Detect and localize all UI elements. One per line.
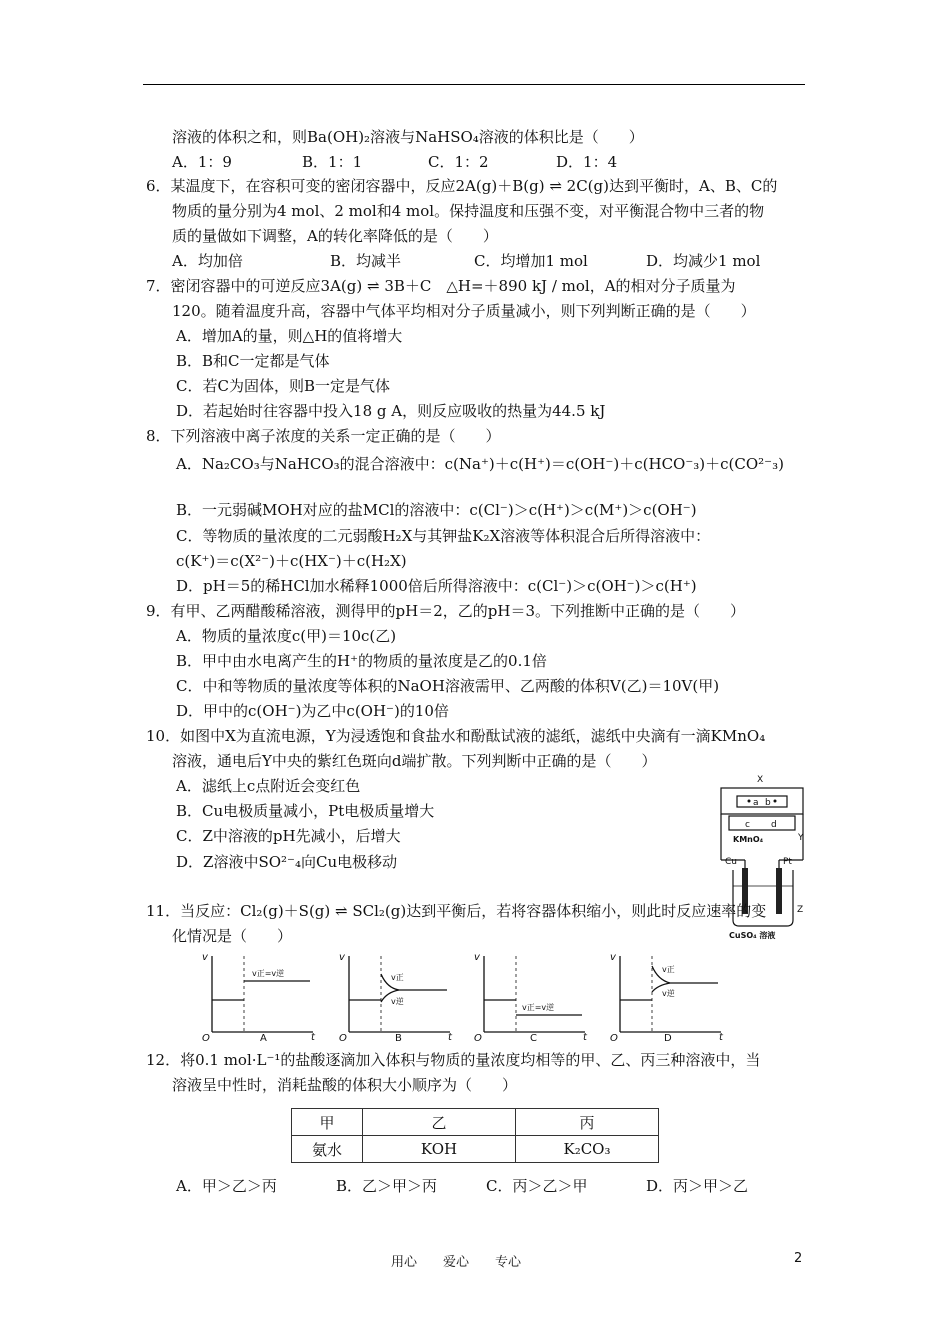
graph-a-t: t — [311, 1032, 315, 1043]
graph-a-label: v正=v逆 — [252, 969, 285, 978]
graph-b-o: O — [339, 1033, 347, 1044]
q5-option-d: D．1：4 — [556, 153, 618, 171]
graph-d-v: v — [610, 952, 616, 963]
table-header-cell: 甲 — [292, 1109, 363, 1136]
q12-option-d: D．丙＞甲＞乙 — [646, 1177, 749, 1195]
q10-option-b: B．Cu电极质量减小，Pt电极质量增大 — [176, 802, 435, 820]
label-cuso4: CuSO₄ 溶液 — [729, 931, 776, 940]
q6-option-c: C．均增加1 mol — [474, 252, 588, 270]
q10-line-1: 10．如图中X为直流电源，Y为浸透饱和食盐水和酚酞试液的滤纸，滤纸中央滴有一滴KMnO₄ — [146, 727, 766, 745]
graph-d-t: t — [719, 1032, 723, 1043]
graph-c-label: v正=v逆 — [522, 1003, 555, 1012]
graph-d-o: O — [610, 1033, 618, 1044]
graph-d — [606, 952, 726, 1042]
q6-line-1: 6．某温度下，在容积可变的密闭容器中，反应2A(g)＋B(g) ⇌ 2C(g)达到平衡时，A、B、C的 — [146, 177, 778, 195]
q5-option-a: A．1：9 — [172, 153, 232, 171]
q8-option-c: C．等物质的量浓度的二元弱酸H₂X与其钾盐K₂X溶液等体积混合后所得溶液中： — [176, 527, 711, 545]
q8-option-a: A．Na₂CO₃与NaHCO₃的混合溶液中：c(Na⁺)＋c(H⁺)＝c(OH⁻)＋c(HCO⁻₃)＋c(CO²⁻₃) — [176, 455, 784, 473]
q7-option-d: D．若起始时往容器中投入18 g A，则反应吸收的热量为44.5 kJ — [176, 402, 606, 420]
table-header-cell: 乙 — [363, 1109, 516, 1136]
label-c: c — [745, 820, 750, 830]
table-row — [292, 1136, 659, 1163]
q7-line-1: 7．密闭容器中的可逆反应3A(g) ⇌ 3B＋C △H=＋890 kJ / mol，A的相对分子质量为 — [146, 277, 736, 295]
q6-option-a: A．均加倍 — [172, 252, 243, 270]
graph-a-v: v — [202, 952, 208, 963]
label-kmno4: KMnO₄ — [733, 835, 764, 844]
table-header-row — [292, 1109, 659, 1136]
graph-c-v: v — [474, 952, 480, 963]
q11-line-2: 化情况是（ ） — [172, 927, 293, 945]
graph-d-letter: D — [664, 1033, 672, 1044]
graph-d-upper: v正 — [662, 965, 675, 974]
q8-option-d: D．pH＝5的稀HCl加水稀释1000倍后所得溶液中：c(Cl⁻)＞c(OH⁻)＞c(H⁺) — [176, 577, 697, 595]
table-cell: K₂CO₃ — [516, 1136, 659, 1163]
q5-option-b: B．1：1 — [302, 153, 363, 171]
graph-c-letter: C — [530, 1033, 537, 1044]
label-y: Y — [798, 833, 804, 843]
q12-table — [291, 1108, 659, 1163]
graph-b-lower: v逆 — [391, 997, 404, 1006]
q9-option-b: B．甲中由水电离产生的H⁺的物质的量浓度是乙的0.1倍 — [176, 652, 547, 670]
label-pt: Pt — [783, 857, 792, 867]
label-x: X — [757, 775, 764, 785]
q6-option-d: D．均减少1 mol — [646, 252, 761, 270]
q5-line: 溶液的体积之和，则Ba(OH)₂溶液与NaHSO₄溶液的体积比是（ ） — [172, 128, 644, 146]
q12-line-2: 溶液呈中性时，消耗盐酸的体积大小顺序为（ ） — [172, 1076, 518, 1094]
circuit-frame — [721, 788, 803, 814]
footer-motto: 用心 爱心 专心 — [391, 1255, 522, 1270]
graph-c-o: O — [474, 1033, 482, 1044]
graph-d-lower: v逆 — [662, 989, 675, 998]
label-d: d — [771, 820, 777, 830]
q6-option-b: B．均减半 — [330, 252, 402, 270]
q10-line-2: 溶液，通电后Y中央的紫红色斑向d端扩散。下列判断中正确的是（ ） — [172, 752, 657, 770]
header-rule — [143, 84, 805, 85]
q8-option-c-cont: c(K⁺)＝c(X²⁻)＋c(HX⁻)＋c(H₂X) — [176, 552, 407, 570]
q9-option-a: A．物质的量浓度c(甲)＝10c(乙) — [176, 627, 397, 645]
power-source-x — [737, 796, 787, 807]
graph-a — [198, 952, 318, 1042]
graph-b-t: t — [448, 1032, 452, 1043]
label-b: b — [765, 798, 771, 808]
label-cu: Cu — [725, 857, 737, 867]
graph-b — [335, 952, 455, 1042]
label-z: Z — [797, 905, 804, 915]
graph-a-letter: A — [260, 1033, 267, 1044]
graph-b-v: v — [339, 952, 345, 963]
q8-line: 8．下列溶液中离子浓度的关系一定正确的是（ ） — [146, 427, 501, 445]
graph-b-letter: B — [395, 1033, 402, 1044]
q10-option-d: D．Z溶液中SO²⁻₄向Cu电极移动 — [176, 853, 398, 871]
table-cell: KOH — [363, 1136, 516, 1163]
pt-electrode — [776, 868, 782, 914]
page-number: 2 — [794, 1251, 803, 1266]
graph-b-upper: v正 — [391, 973, 404, 982]
graph-c — [470, 952, 590, 1042]
q9-line: 9．有甲、乙两醋酸稀溶液，测得甲的pH＝2，乙的pH＝3。下列推断中正确的是（ ） — [146, 602, 746, 620]
graph-c-t: t — [583, 1032, 587, 1043]
q8-option-b: B．一元弱碱MOH对应的盐MCl的溶液中：c(Cl⁻)＞c(H⁺)＞c(M⁺)＞c(OH⁻) — [176, 501, 697, 519]
q9-option-c: C．中和等物质的量浓度等体积的NaOH溶液需甲、乙两酸的体积V(乙)＝10V(甲) — [176, 677, 720, 695]
q12-line-1: 12．将0.1 mol·L⁻¹的盐酸逐滴加入体积与物质的量浓度均相等的甲、乙、丙三种溶液中，当 — [146, 1051, 761, 1069]
q7-option-a: A．增加A的量，则△H的值将增大 — [176, 327, 403, 345]
graph-a-o: O — [202, 1033, 210, 1044]
table-cell: 氨水 — [292, 1136, 363, 1163]
q5-option-c: C．1：2 — [428, 153, 489, 171]
q7-line-2: 120。随着温度升高，容器中气体平均相对分子质量减小，则下列判断正确的是（ ） — [172, 302, 756, 320]
filter-paper-y — [729, 816, 795, 830]
q7-option-b: B．B和C一定都是气体 — [176, 352, 330, 370]
q6-line-3: 质的量做如下调整，A的转化率降低的是（ ） — [172, 227, 498, 245]
q12-option-b: B．乙＞甲＞丙 — [336, 1177, 438, 1195]
q7-option-c: C．若C为固体，则B一定是气体 — [176, 377, 390, 395]
q12-option-c: C．丙＞乙＞甲 — [486, 1177, 588, 1195]
label-a: a — [753, 798, 759, 808]
q10-option-c: C．Z中溶液的pH先减小，后增大 — [176, 827, 401, 845]
q11-line-1: 11．当反应：Cl₂(g)＋S(g) ⇌ SCl₂(g)达到平衡后，若将容器体积缩小，则此时反应速率的变 — [146, 902, 767, 920]
q6-line-2: 物质的量分别为4 mol、2 mol和4 mol。保持温度和压强不变，对平衡混合物中三者的物 — [172, 202, 765, 220]
table-header-cell: 丙 — [516, 1109, 659, 1136]
q12-option-a: A．甲＞乙＞丙 — [176, 1177, 277, 1195]
q10-option-a: A．滤纸上c点附近会变红色 — [176, 777, 361, 795]
q9-option-d: D．甲中的c(OH⁻)为乙中c(OH⁻)的10倍 — [176, 702, 449, 720]
